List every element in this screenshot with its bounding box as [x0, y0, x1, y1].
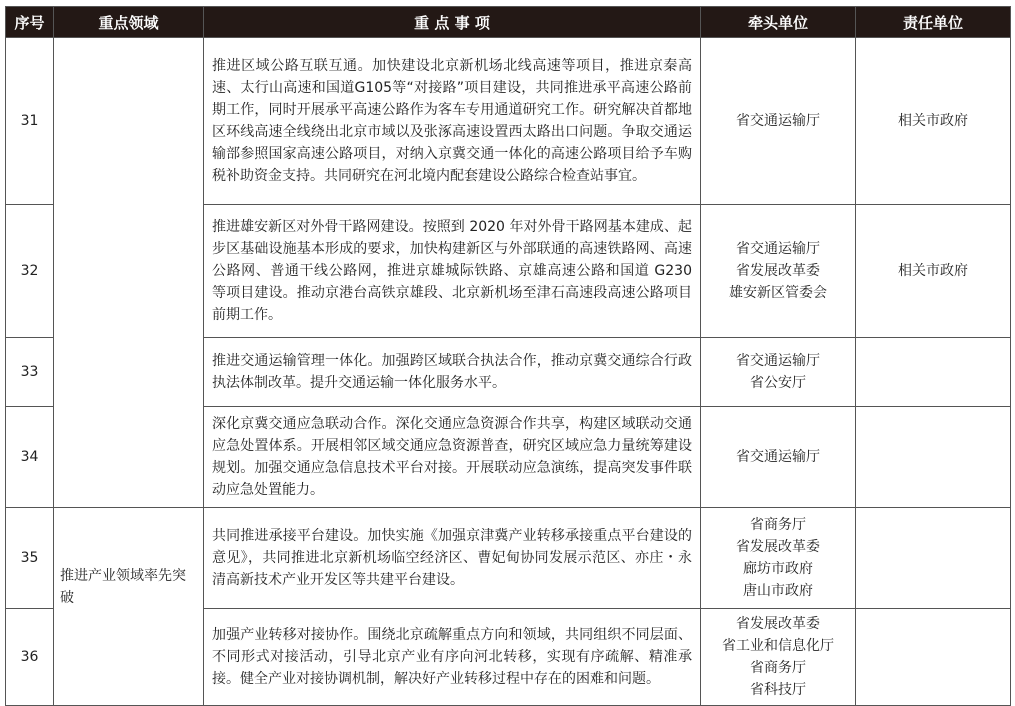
- row-items: 推进交通运输管理一体化。加强跨区域联合执法合作，推动京冀交通综合行政执法体制改革。提升交通运输一体化服务水平。: [204, 338, 701, 407]
- lead-unit: 省公安厅: [750, 375, 806, 391]
- lead-unit: 省交通运输厅: [736, 449, 820, 465]
- header-resp: 责任单位: [856, 7, 1011, 38]
- task-table: [5, 6, 1011, 706]
- row-items: 共同推进承接平台建设。加快实施《加强京津冀产业转移承接重点平台建设的意见》，共同推进北京新机场临空经济区、曹妃甸协同发展示范区、亦庄・永清高新技术产业开发区等共建平台建设。: [204, 508, 701, 609]
- table-wrapper: [5, 6, 1011, 706]
- table-header-row: [6, 7, 1011, 38]
- lead-unit: 省工业和信息化厅: [722, 638, 834, 654]
- row-number: 35: [6, 508, 54, 609]
- row-lead: [701, 609, 856, 706]
- row-resp: [856, 407, 1011, 508]
- lead-unit: 省科技厅: [750, 682, 806, 698]
- row-resp: [856, 508, 1011, 609]
- table-row: [6, 508, 1011, 609]
- area-cell: [54, 508, 204, 706]
- row-number: 34: [6, 407, 54, 508]
- row-resp: 相关市政府: [856, 38, 1011, 205]
- row-lead: [701, 205, 856, 338]
- lead-unit: 廊坊市政府: [743, 561, 813, 577]
- header-area: 重点领域: [54, 7, 204, 38]
- lead-unit: 省发展改革委: [736, 263, 820, 279]
- area-cell-empty: [54, 38, 204, 508]
- lead-unit: 省商务厅: [750, 660, 806, 676]
- row-items: 推进雄安新区对外骨干路网建设。按照到 2020 年对外骨干路网基本建成、起步区基础设施基本形成的要求，加快构建新区与外部联通的高速铁路网、高速公路网、普通干线公路网，推进京雄城际铁路、京雄高速公路和国道 G230 等项目建设。推动京港台高铁京雄段、北京新机场至津石高速段高速公路项目前期工作。: [204, 205, 701, 338]
- row-lead: [701, 508, 856, 609]
- row-number: 33: [6, 338, 54, 407]
- row-number: 31: [6, 38, 54, 205]
- lead-unit: 省交通运输厅: [736, 113, 820, 129]
- row-items: 推进区域公路互联互通。加快建设北京新机场北线高速等项目，推进京秦高速、太行山高速和国道G105等“对接路”项目建设，共同推进承平高速公路前期工作，同时开展承平高速公路作为客车专用通道研究工作。研究解决首都地区环线高速全线绕出北京市域以及张涿高速设置西太路出口问题。争取交通运输部参照国家高速公路项目，对纳入京冀交通一体化的高速公路项目给予车购税补助资金支持。共同研究在河北境内配套建设公路综合检查站事宜。: [204, 38, 701, 205]
- row-lead: [701, 338, 856, 407]
- row-items: 加强产业转移对接协作。围绕北京疏解重点方向和领域，共同组织不同层面、不同形式对接活动，引导北京产业有序向河北转移，实现有序疏解、精准承接。健全产业对接协调机制，解决好产业转移过程中存在的困难和问题。: [204, 609, 701, 706]
- header-lead: 牵头单位: [701, 7, 856, 38]
- table-row: [6, 38, 1011, 205]
- lead-unit: 省发展改革委: [736, 539, 820, 555]
- lead-unit: 唐山市政府: [743, 583, 813, 599]
- lead-unit: 雄安新区管委会: [729, 285, 827, 301]
- area-label: 推进产业领域率先突破: [60, 568, 186, 606]
- row-resp: [856, 609, 1011, 706]
- row-resp: [856, 338, 1011, 407]
- row-number: 32: [6, 205, 54, 338]
- row-items: 深化京冀交通应急联动合作。深化交通应急资源合作共享，构建区域联动交通应急处置体系。开展相邻区域交通应急资源普查，研究区域应急力量统筹建设规划。加强交通应急信息技术平台对接。开展联动应急演练，提高突发事件联动应急处置能力。: [204, 407, 701, 508]
- lead-unit: 省商务厅: [750, 517, 806, 533]
- header-no: 序号: [6, 7, 54, 38]
- row-lead: [701, 38, 856, 205]
- lead-unit: 省发展改革委: [736, 616, 820, 632]
- row-resp: 相关市政府: [856, 205, 1011, 338]
- header-items: 重 点 事 项: [204, 7, 701, 38]
- lead-unit: 省交通运输厅: [736, 241, 820, 257]
- lead-unit: 省交通运输厅: [736, 353, 820, 369]
- row-number: 36: [6, 609, 54, 706]
- row-lead: [701, 407, 856, 508]
